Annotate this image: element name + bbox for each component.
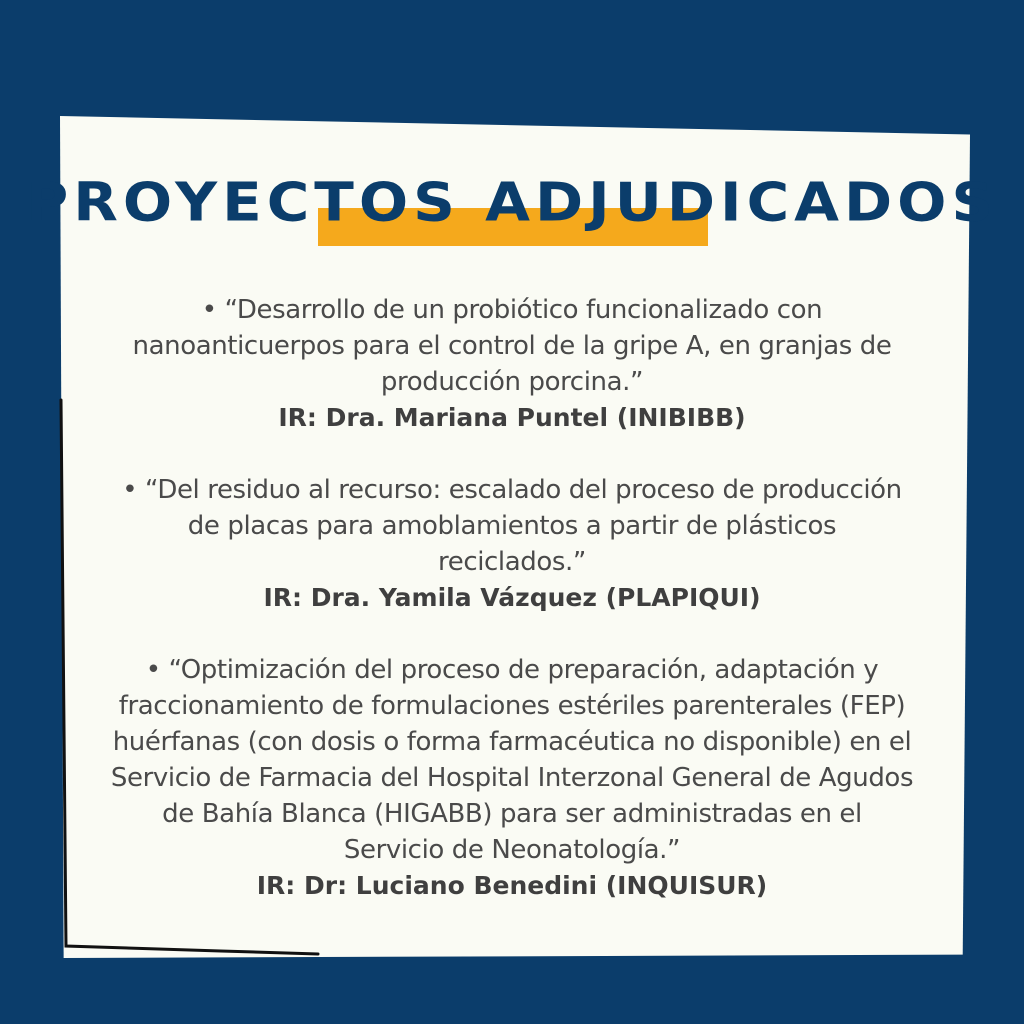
project-description: • “Del residuo al recurso: escalado del proceso de producción de placas para amoblamientos a partir de plásticos reciclados.” <box>122 475 902 577</box>
page-title: PROYECTOS ADJUDICADOS <box>25 170 999 234</box>
title-wrap <box>0 168 1024 236</box>
project-researcher: IR: Dra. Yamila Vázquez (PLAPIQUI) <box>263 583 761 612</box>
project-item <box>110 652 914 904</box>
project-item <box>110 292 914 436</box>
project-item <box>110 472 914 616</box>
projects-list <box>110 292 914 940</box>
project-researcher: IR: Dr: Luciano Benedini (INQUISUR) <box>256 871 768 900</box>
project-description: • “Optimización del proceso de preparación, adaptación y fraccionamiento de formulaciones estériles parenterales (FEP) huérfanas (con dosis o forma farmacéutica no disponible) en el Servicio de Farmacia del Hospital Interzonal General de Agudos de Bahía Blanca (HIGABB) para ser administradas en el Servicio de Neonatología.” <box>110 655 914 865</box>
project-researcher: IR: Dra. Mariana Puntel (INIBIBB) <box>278 403 746 432</box>
project-description: • “Desarrollo de un probiótico funcionalizado con nanoanticuerpos para el control de la gripe A, en granjas de producción porcina.” <box>132 295 892 397</box>
